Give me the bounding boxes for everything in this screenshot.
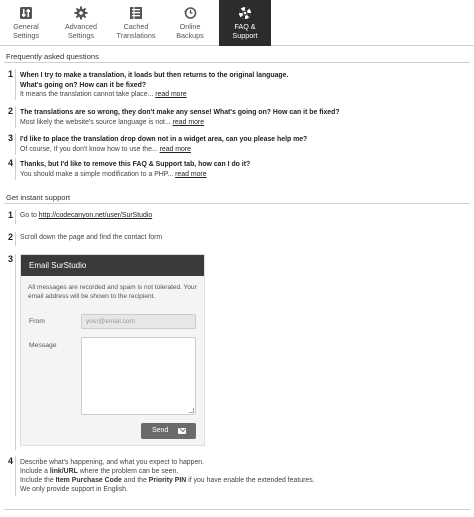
- step-number: 2: [8, 232, 14, 242]
- faq-question: Thanks, but I'd like to remove this FAQ & Support tab, how can I do it?: [20, 161, 251, 168]
- read-more-link[interactable]: read more: [172, 118, 205, 126]
- read-more-link[interactable]: read more: [155, 91, 187, 98]
- tab-label: Advanced Settings: [65, 22, 97, 40]
- faq-question: When I try to make a translation, it loads but then returns to the original language. What's going on? How can it be fixed?: [20, 72, 289, 89]
- tab-label: Online Backups: [176, 22, 204, 40]
- clock-history-icon: [183, 6, 197, 20]
- step-number: 3: [8, 254, 14, 264]
- support-instructions: [20, 458, 460, 494]
- faq-question: The translations are so wrong, they don't make any sense! What's going on? How can it be fixed?: [20, 109, 340, 116]
- tab-label: FAQ & Support: [232, 22, 258, 40]
- step-text: Scroll down the page and find the contact form: [20, 234, 163, 241]
- settings-tab-bar: [0, 0, 474, 46]
- tab-label: General Settings: [13, 22, 39, 40]
- faq-number: 1: [8, 69, 14, 79]
- message-textarea[interactable]: [81, 337, 196, 415]
- read-more-link[interactable]: read more: [175, 170, 207, 178]
- email-contact-form: [20, 254, 205, 446]
- faq-item: [20, 160, 460, 179]
- faq-answer: Of course, If you don't know how to use the...: [20, 145, 158, 153]
- step-number: 4: [8, 456, 14, 466]
- codecanyon-profile-link[interactable]: http://codecanyon.net/user/SurStudio: [38, 212, 153, 219]
- tab-advanced-settings[interactable]: [55, 0, 107, 46]
- message-label: Message: [29, 342, 57, 349]
- step-guide-line: [15, 254, 16, 450]
- instruction-line: Describe what's happening, and what you expect to happen.: [20, 459, 205, 466]
- send-label: Send: [152, 427, 169, 434]
- instruction-line: Include the Item Purchase Code and the Priority PIN if you have enable the extended features.: [20, 477, 315, 484]
- faq-answer: It means the translation cannot take place...: [20, 91, 154, 98]
- tab-faq-support[interactable]: [219, 0, 271, 46]
- faq-section-title: Frequently asked questions: [6, 52, 99, 61]
- faq-number: 3: [8, 133, 14, 143]
- instruction-line: Include a link/URL where the problem can be seen.: [20, 468, 179, 475]
- divider: [4, 509, 470, 510]
- divider: [4, 62, 470, 63]
- from-email-field[interactable]: your@email.com: [81, 314, 196, 329]
- send-button[interactable]: [141, 423, 196, 439]
- settings-sliders-icon: [19, 6, 33, 20]
- faq-item: [20, 108, 460, 127]
- tab-online-backups[interactable]: [164, 0, 216, 46]
- tab-cached-translations[interactable]: [110, 0, 162, 46]
- instruction-line: We only provide support in English.: [20, 486, 128, 493]
- step-guide-line: [15, 456, 16, 496]
- faq-guide-line: [15, 106, 16, 128]
- step-text: Go to: [20, 212, 39, 219]
- faq-number: 2: [8, 106, 14, 116]
- tab-label: Cached Translations: [116, 22, 156, 40]
- faq-item: [20, 135, 460, 154]
- faq-answer: You should make a simple modification to a PHP...: [20, 170, 174, 178]
- faq-item: [20, 71, 460, 100]
- from-label: From: [29, 318, 45, 325]
- resize-grip-icon[interactable]: [189, 408, 194, 413]
- email-form-title: Email SurStudio: [21, 255, 204, 276]
- email-form-note: All messages are recorded and spam is not tolerated. Your email address will be shown to the recipient.: [28, 284, 197, 300]
- faq-question: I'd like to place the translation drop down not in a widget area, can you please help me?: [20, 136, 308, 143]
- gear-icon: [74, 6, 88, 20]
- read-more-link[interactable]: read more: [159, 145, 191, 153]
- step-guide-line: [15, 210, 16, 224]
- faq-number: 4: [8, 158, 14, 168]
- faq-answer: Most likely the website's source language is not...: [20, 118, 171, 126]
- faq-guide-line: [15, 69, 16, 100]
- step-guide-line: [15, 232, 16, 246]
- envelope-icon: [178, 428, 186, 434]
- faq-guide-line: [15, 133, 16, 155]
- step-number: 1: [8, 210, 14, 220]
- support-section-title: Get instant support: [6, 193, 71, 202]
- divider: [4, 203, 470, 204]
- tab-general-settings[interactable]: [0, 0, 52, 46]
- support-step: [20, 212, 152, 219]
- faq-guide-line: [15, 158, 16, 180]
- support-lifebuoy-icon: [238, 6, 252, 20]
- cache-document-icon: [129, 6, 143, 20]
